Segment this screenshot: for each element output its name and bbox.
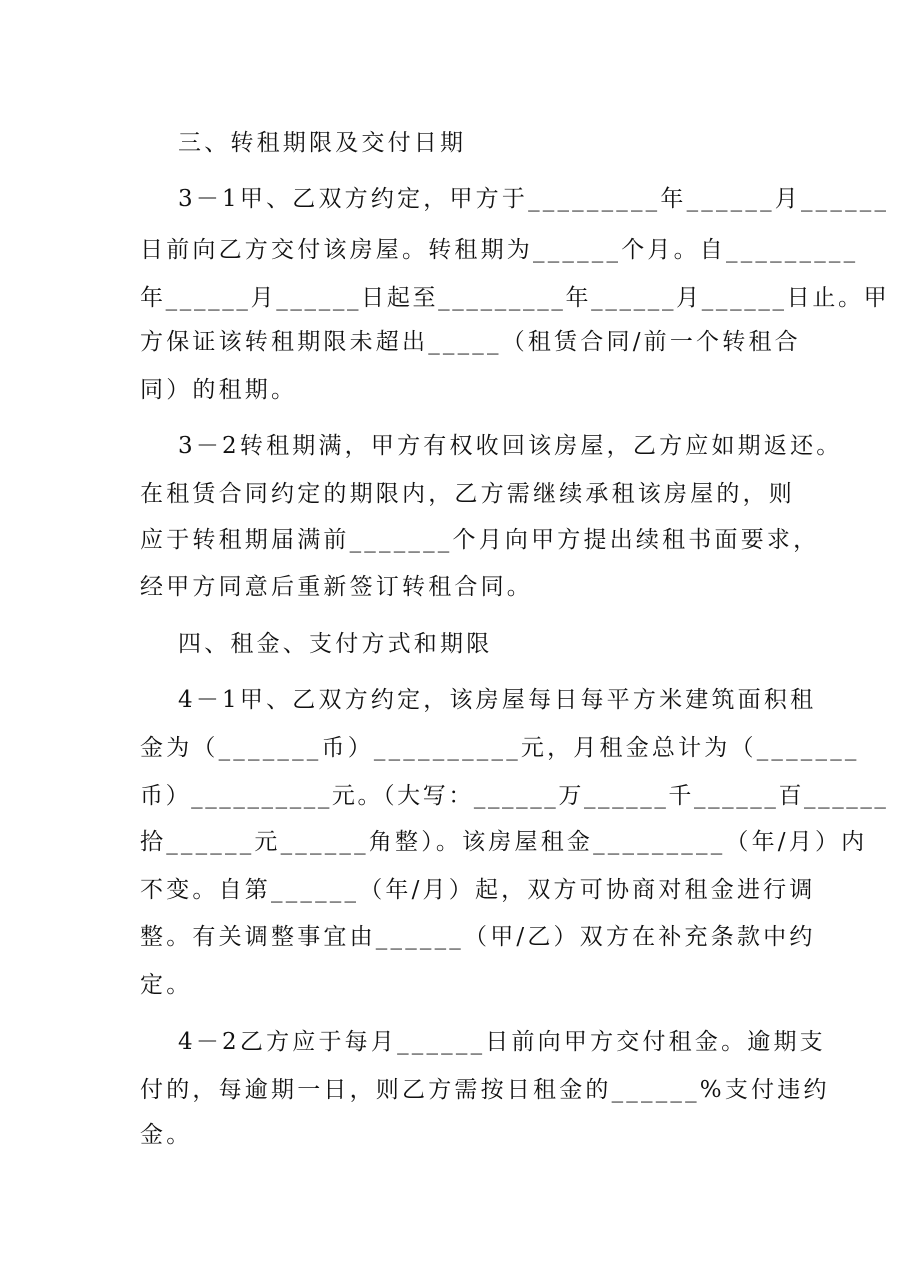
clause-4-1-line-4: 拾______元______角整）。该房屋租金_________（年/月）内	[140, 829, 868, 855]
clause-4-2-line-3: 金。	[140, 1122, 193, 1148]
clause-3-2-line-2: 在租赁合同约定的期限内，乙方需继续承租该房屋的，则	[140, 481, 795, 507]
clause-4-2-line-2: 付的，每逾期一日，则乙方需按日租金的______%支付违约	[140, 1077, 830, 1103]
clause-3-1-line-2: 日前向乙方交付该房屋。转租期为______个月。自_________	[140, 237, 859, 263]
section-3-heading: 三、转租期限及交付日期	[178, 130, 467, 156]
clause-3-1-line-5: 同）的租期。	[140, 377, 298, 403]
section-4-heading: 四、租金、支付方式和期限	[178, 631, 493, 657]
clause-3-2-line-4: 经甲方同意后重新签订转租合同。	[140, 574, 533, 600]
clause-3-1-line-1: 3－1甲、乙双方约定，甲方于_________年______月______	[178, 186, 890, 212]
clause-4-1-line-6: 整。有关调整事宜由______（甲/乙）双方在补充条款中约	[140, 924, 816, 950]
clause-4-1-line-3: 币）__________元。（大写：______万______千______百______	[140, 783, 889, 809]
clause-3-1-line-4: 方保证该转租期限未超出_____（租赁合同/前一个转租合	[140, 329, 801, 355]
clause-3-2-line-1: 3－2转租期满，甲方有权收回该房屋，乙方应如期返还。	[178, 433, 843, 459]
clause-4-1-line-5: 不变。自第______（年/月）起，双方可协商对租金进行调	[140, 877, 816, 903]
clause-3-1-line-3: 年______月______日起至_________年______月______日止。甲	[140, 285, 890, 311]
clause-4-1-line-7: 定。	[140, 972, 193, 998]
clause-4-2-line-1: 4－2乙方应于每月______日前向甲方交付租金。逾期支	[178, 1029, 826, 1055]
clause-4-1-line-2: 金为（_______币）__________元，月租金总计为（_______	[140, 735, 860, 761]
clause-4-1-line-1: 4－1甲、乙双方约定，该房屋每日每平方米建筑面积租	[178, 687, 817, 713]
clause-3-2-line-3: 应于转租期届满前_______个月向甲方提出续租书面要求，	[140, 527, 820, 553]
